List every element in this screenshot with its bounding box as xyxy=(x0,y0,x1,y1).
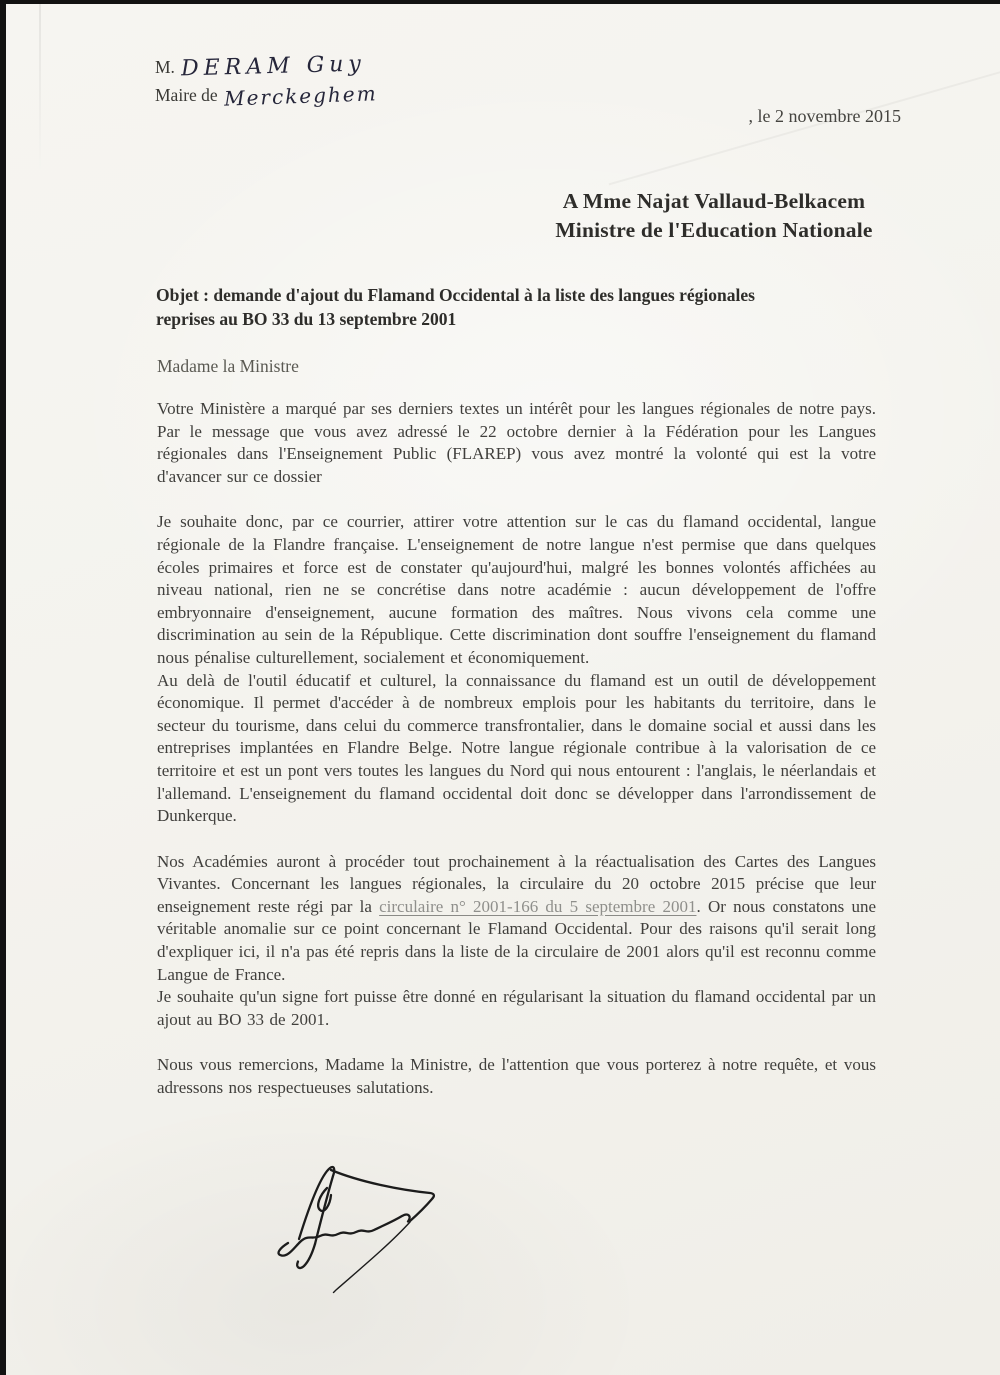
circulaire-link-text: circulaire n° 2001-166 du 5 septembre 2001 xyxy=(379,896,697,916)
recipient-title: Ministre de l'Education Nationale xyxy=(555,218,873,242)
paragraph-flamand-case: Je souhaite donc, par ce courrier, attirer votre attention sur le cas du flamand occidental, langue régionale de la Flandre française. L'enseignement de notre langue n'est permise que dans quelques écoles primaires et force est de constater qu'aujourd'hui, malgré les bonnes volontés affichées au niveau national, rien ne se concrétise dans notre académie : aucun développement de l'offre embryonnaire d'enseignement, aucune formation des maîtres. Nous vivons cela comme une discrimination au sein de la République. Cette discrimination dont souffre l'enseignement du flamand nous pénalise culturellement, socialement et économiquement. xyxy=(157,512,876,667)
circulaire-text-after: . Or nous constatons une véritable anomalie sur ce point concernant le Flamand Occidental. Pour des raisons qu'il serait long d'expliquer ici, il n'a pas été repris dans la liste de la circulaire de 2001 alors qu'il est reconnu comme Langue de France. xyxy=(157,896,876,984)
salutation: Madame la Ministre xyxy=(157,356,299,376)
paper-crease-vertical xyxy=(39,4,41,174)
recipient-name: A Mme Najat Vallaud-Belkacem xyxy=(562,189,866,213)
subject-line-1: Objet : demande d'ajout du Flamand Occidental à la liste des langues régionales xyxy=(156,285,755,305)
letter-body xyxy=(157,398,876,1100)
sender-role-line xyxy=(155,81,378,111)
circulaire-text-before: Nos Académies auront à procéder tout prochainement à la réactualisation des Cartes des Langues Vivantes. Concernant les langues régionales, la circulaire du 20 octobre 2015 précise que leur enseignement reste régi par la xyxy=(157,851,876,916)
closing-paragraph: Nous vous remercions, Madame la Ministre, de l'attention que vous porterez à notre requête, et vous adressons nos respectueuses salutations. xyxy=(157,1055,876,1098)
paragraph-request: Je souhaite qu'un signe fort puisse être donné en régularisant la situation du flamand occidental par un ajout au BO 33 de 2001. xyxy=(157,987,876,1029)
scan-edge-left xyxy=(0,0,6,1375)
date-line: , le 2 novembre 2015 xyxy=(748,106,901,126)
sender-name-line xyxy=(155,51,377,82)
paragraph-intro: Votre Ministère a marqué par ses derniers textes un intérêt pour les langues régionales de notre pays. Par le message que vous avez adressé le 22 octobre dernier à la Fédération pour les Langues régionales dans l'Enseignement Public (FLAREP) vous avez montré la volonté qui est la votre d'avancer sur ce dossier xyxy=(157,399,876,486)
paragraph-economic-argument: Au delà de l'outil éducatif et culturel, la connaissance du flamand est un outil de développement économique. Il permet d'accéder à de nombreux emplois pour les habitants du territoire, dans le secteur du tourisme, dans celui du commerce transfrontalier, dans le domaine social et aussi dans les entreprises implantées en Flandre Belge. Notre langue régionale contribue à la valorisation de ce territoire et est un pont vers toutes les langues du Nord qui nous entourent : l'anglais, le néerlandais et l'allemand. L'enseignement du flamand occidental doit donc se développer dans l'arrondissement de Dunkerque. xyxy=(157,670,876,826)
sender-prefix: M. xyxy=(155,57,175,77)
handwritten-name: DERAM Guy xyxy=(180,51,367,82)
sender-role: Maire de xyxy=(155,85,218,105)
subject-block xyxy=(156,283,862,331)
handwritten-commune: Merckeghem xyxy=(223,81,378,111)
recipient-block xyxy=(523,187,905,245)
paragraph-circulaire xyxy=(157,851,876,987)
scan-edge-top xyxy=(0,0,1000,4)
signature-handwriting xyxy=(260,1144,480,1314)
sender-block xyxy=(155,51,378,111)
subject-line-2: reprises au BO 33 du 13 septembre 2001 xyxy=(156,309,457,329)
